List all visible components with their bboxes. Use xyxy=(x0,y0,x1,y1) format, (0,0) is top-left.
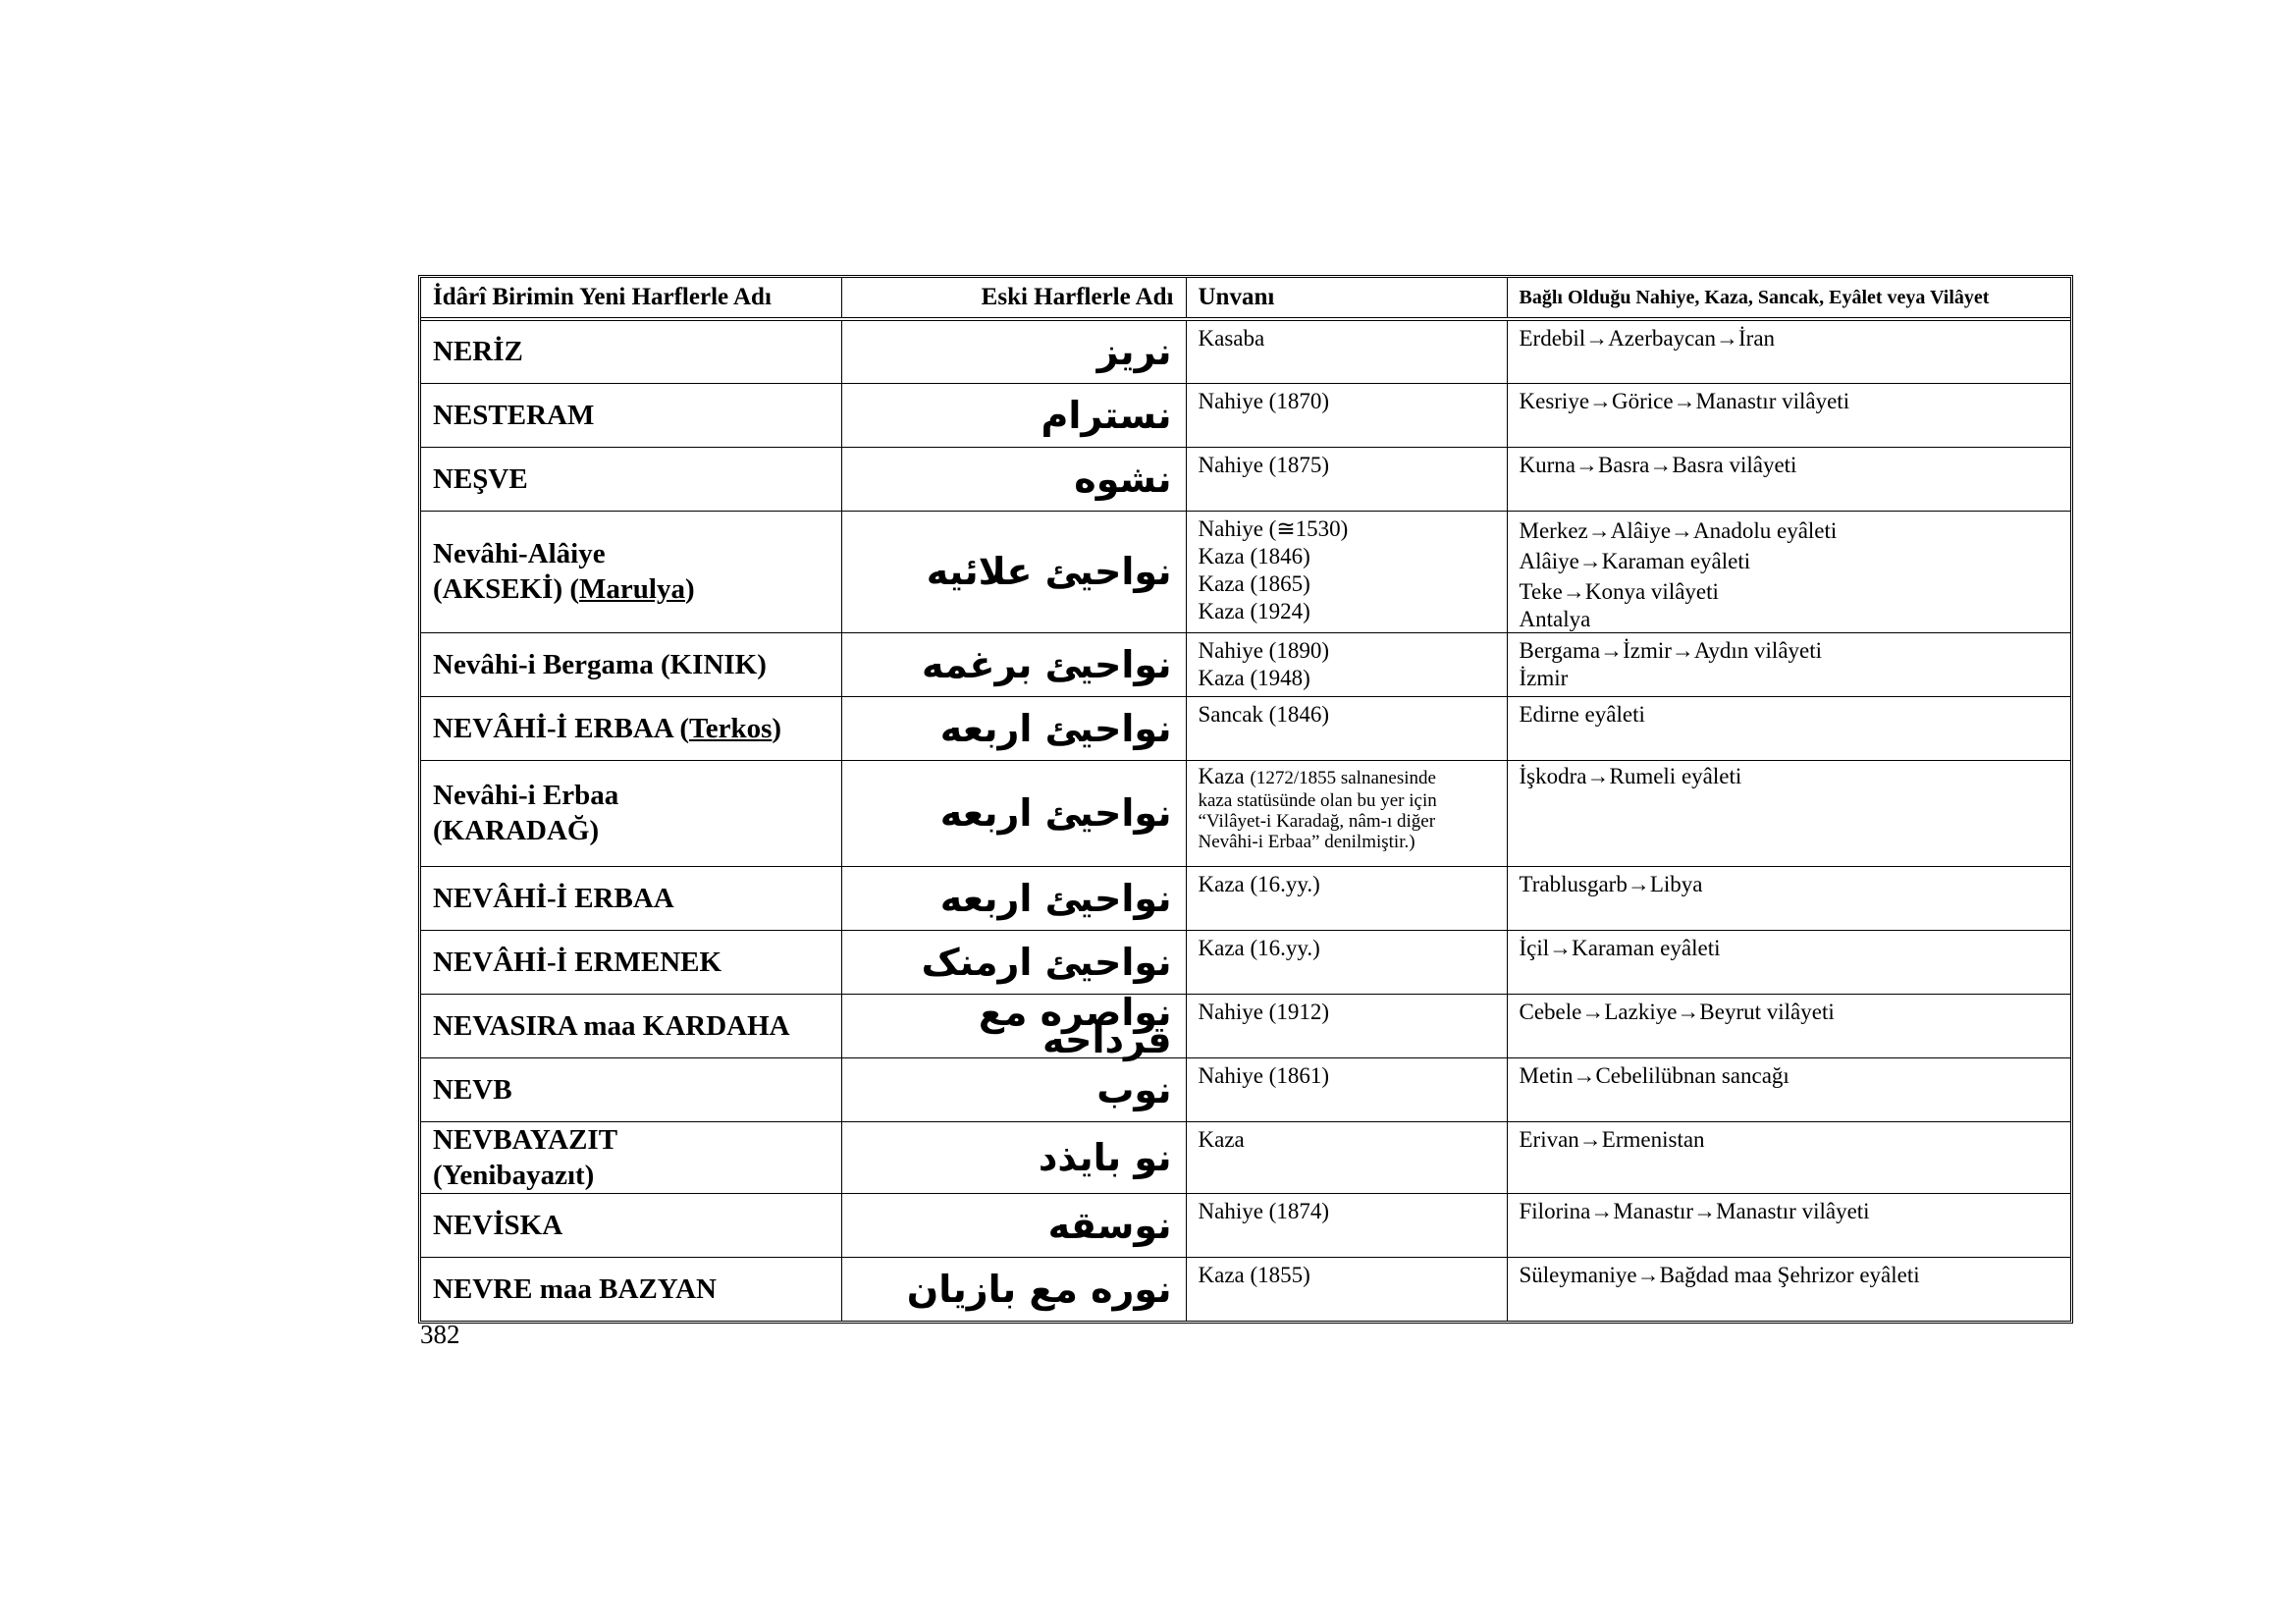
unit-name xyxy=(421,696,841,760)
unit-name-text: NEVÂHİ-İ ERMENEK xyxy=(433,946,722,978)
unit-name-text: NEVİSKA xyxy=(433,1209,563,1241)
unit-title-line: Nahiye (1861) xyxy=(1198,1062,1329,1088)
table-row xyxy=(421,1193,2070,1257)
table-row xyxy=(421,1057,2070,1121)
administrative-units-table xyxy=(421,278,2070,1321)
unit-name-part: (AKSEKİ) ( xyxy=(433,573,580,605)
unit-name xyxy=(421,1257,841,1321)
unit-name-part: NEVÂHİ-İ ERBAA ( xyxy=(433,712,690,744)
unit-title-note: Nevâhi-i Erbaa” denilmiştir.) xyxy=(1198,831,1415,852)
unit-name-text: NEVB xyxy=(433,1073,512,1106)
header-new-name: İdârî Birimin Yeni Harflerle Adı xyxy=(421,278,841,319)
unit-title-line: Nahiye (1875) xyxy=(1198,452,1329,477)
table-row xyxy=(421,1121,2070,1193)
unit-name-part: ) xyxy=(772,712,782,744)
unit-name xyxy=(421,760,841,866)
unit-parent-line: İşkodra→Rumeli eyâleti xyxy=(1519,763,1742,788)
unit-title-line: Kaza (1924) xyxy=(1198,598,1310,623)
unit-parent-line: Erdebil→Azerbaycan→İran xyxy=(1519,326,1776,351)
unit-title xyxy=(1186,1193,1507,1257)
unit-parent-line: Alâiye→Karaman eyâleti xyxy=(1519,548,1751,573)
unit-parent-line: Süleymaniye→Bağdad maa Şehrizor eyâleti xyxy=(1519,1262,1920,1287)
unit-arabic-name: نو بايذد xyxy=(841,1121,1186,1193)
unit-parent-line: Edirne eyâleti xyxy=(1519,701,1645,727)
unit-title-note: (1272/1855 salnanesinde xyxy=(1250,767,1436,788)
unit-title xyxy=(1186,447,1507,511)
unit-parent-line: Trablusgarb→Libya xyxy=(1519,871,1703,896)
unit-name-text-line2 xyxy=(433,571,829,607)
unit-arabic-name: نواحيئ اربعه xyxy=(841,866,1186,930)
unit-arabic-name: نواصره مع قرداحه xyxy=(841,994,1186,1057)
unit-name xyxy=(421,1193,841,1257)
unit-parent xyxy=(1507,447,2070,511)
unit-title-line: Nahiye (1870) xyxy=(1198,388,1329,413)
unit-title-line: Kaza (1865) xyxy=(1198,570,1310,596)
unit-arabic-name: نوره مع بازيان xyxy=(841,1257,1186,1321)
unit-parent xyxy=(1507,696,2070,760)
unit-title-line: Kaza (1846) xyxy=(1198,543,1310,568)
unit-name-text: (Yenibayazıt) xyxy=(433,1159,595,1191)
table-row xyxy=(421,760,2070,866)
unit-title-line: Nahiye (1912) xyxy=(1198,999,1329,1024)
table-row xyxy=(421,319,2070,383)
unit-title-line: Kaza (1948) xyxy=(1198,665,1310,690)
table-row xyxy=(421,930,2070,994)
unit-name xyxy=(421,930,841,994)
header-parent-unit: Bağlı Olduğu Nahiye, Kaza, Sancak, Eyâlet veya Vilâyet xyxy=(1519,286,1990,308)
unit-name xyxy=(421,1057,841,1121)
unit-name-text: NERİZ xyxy=(433,336,523,368)
unit-parent-line: Bergama→İzmir→Aydın vilâyeti xyxy=(1519,637,1823,663)
unit-alt-name-underlined: Marulya xyxy=(579,573,685,605)
unit-parent-line: Kesriye→Görice→Manastır vilâyeti xyxy=(1519,388,1850,413)
unit-name-part: ) xyxy=(684,573,695,605)
unit-title-line: Nahiye (≅1530) xyxy=(1198,515,1349,541)
unit-title xyxy=(1186,1257,1507,1321)
unit-name-text: Nevâhi-Alâiye xyxy=(433,538,606,569)
unit-parent xyxy=(1507,1257,2070,1321)
unit-name-text: NEŞVE xyxy=(433,462,528,495)
unit-title-line xyxy=(1199,765,1495,790)
unit-title xyxy=(1186,696,1507,760)
unit-name-text: NEVASIRA maa KARDAHA xyxy=(433,1009,790,1042)
unit-parent xyxy=(1507,1193,2070,1257)
unit-name-text: NEVÂHİ-İ ERBAA xyxy=(433,882,674,914)
unit-parent xyxy=(1507,760,2070,866)
table-row xyxy=(421,994,2070,1057)
unit-title xyxy=(1186,1121,1507,1193)
unit-title xyxy=(1186,930,1507,994)
unit-name xyxy=(421,994,841,1057)
unit-title-note: “Vilâyet-i Karadağ, nâm-ı diğer xyxy=(1198,810,1436,832)
unit-arabic-name: نشوه xyxy=(841,447,1186,511)
table-row xyxy=(421,447,2070,511)
unit-title-line: Sancak (1846) xyxy=(1198,701,1329,727)
page-number: 382 xyxy=(420,1320,460,1349)
unit-parent xyxy=(1507,866,2070,930)
unit-parent-line: Merkez→Alâiye→Anadolu eyâleti xyxy=(1519,517,1838,543)
unit-name xyxy=(421,383,841,447)
unit-title-line: Nahiye (1890) xyxy=(1198,637,1329,663)
unit-parent-line: Antalya xyxy=(1519,606,1591,631)
unit-parent xyxy=(1507,930,2070,994)
unit-name xyxy=(421,511,841,632)
unit-title-line: Kaza (16.yy.) xyxy=(1198,871,1320,896)
unit-title-line: Kasaba xyxy=(1198,326,1265,351)
unit-title xyxy=(1186,760,1507,866)
unit-title-line: Kaza (16.yy.) xyxy=(1198,935,1320,960)
unit-name xyxy=(421,866,841,930)
unit-parent xyxy=(1507,994,2070,1057)
unit-title-text: Kaza xyxy=(1198,763,1245,788)
unit-parent-line: Filorina→Manastır→Manastır vilâyeti xyxy=(1519,1198,1870,1223)
unit-parent xyxy=(1507,383,2070,447)
unit-parent-line: Erivan→Ermenistan xyxy=(1519,1126,1705,1152)
table-row xyxy=(421,866,2070,930)
table-header-row xyxy=(421,278,2070,319)
unit-title xyxy=(1186,383,1507,447)
unit-parent-line: İzmir xyxy=(1519,665,1569,690)
unit-parent-line: İçil→Karaman eyâleti xyxy=(1519,935,1721,960)
unit-arabic-name: نوسقه xyxy=(841,1193,1186,1257)
table-row xyxy=(421,696,2070,760)
unit-title-line: Kaza (1855) xyxy=(1198,1262,1310,1287)
unit-alt-name-underlined: Terkos xyxy=(689,712,773,744)
unit-title xyxy=(1186,632,1507,696)
unit-name-text: NEVRE maa BAZYAN xyxy=(433,1272,717,1305)
table-row xyxy=(421,511,2070,632)
unit-arabic-name: نوب xyxy=(841,1057,1186,1121)
unit-title xyxy=(1186,994,1507,1057)
unit-parent-line: Teke→Konya vilâyeti xyxy=(1519,578,1719,604)
unit-arabic-name: نريز xyxy=(841,319,1186,383)
unit-parent-line: Kurna→Basra→Basra vilâyeti xyxy=(1519,452,1797,477)
unit-parent xyxy=(1507,1057,2070,1121)
administrative-units-table-frame xyxy=(418,275,2073,1324)
unit-title xyxy=(1186,866,1507,930)
unit-parent xyxy=(1507,511,2070,632)
unit-title xyxy=(1186,511,1507,632)
table-row xyxy=(421,383,2070,447)
unit-name-text: NEVBAYAZIT xyxy=(433,1123,618,1156)
unit-arabic-name: نواحيئ برغمه xyxy=(841,632,1186,696)
table-row xyxy=(421,632,2070,696)
unit-title-line: Kaza xyxy=(1198,1126,1245,1152)
unit-name xyxy=(421,1121,841,1193)
unit-name xyxy=(421,447,841,511)
table-row xyxy=(421,1257,2070,1321)
unit-name-text: NESTERAM xyxy=(433,399,595,431)
unit-parent xyxy=(1507,319,2070,383)
unit-title-line: Nahiye (1874) xyxy=(1198,1198,1329,1223)
unit-name xyxy=(421,319,841,383)
unit-arabic-name: نواحيئ اربعه xyxy=(841,696,1186,760)
header-title: Unvanı xyxy=(1186,278,1507,319)
unit-name-text: (KARADAĞ) xyxy=(433,815,600,846)
header-old-name: Eski Harflerle Adı xyxy=(841,278,1186,319)
unit-parent-line: Cebele→Lazkiye→Beyrut vilâyeti xyxy=(1519,999,1835,1024)
unit-name-text: Nevâhi-i Bergama (KINIK) xyxy=(433,648,767,680)
unit-title xyxy=(1186,1057,1507,1121)
unit-title-note: kaza statüsünde olan bu yer için xyxy=(1198,789,1437,811)
unit-parent-line: Metin→Cebelilübnan sancağı xyxy=(1519,1062,1789,1088)
unit-arabic-name: نواحيئ اربعه xyxy=(841,760,1186,866)
unit-arabic-name: نواحيئ علائيه xyxy=(841,511,1186,632)
unit-arabic-name: نسترام xyxy=(841,383,1186,447)
unit-name-text: Nevâhi-i Erbaa xyxy=(433,780,619,811)
unit-parent xyxy=(1507,1121,2070,1193)
unit-title xyxy=(1186,319,1507,383)
unit-name xyxy=(421,632,841,696)
unit-arabic-name: نواحيئ ارمنک xyxy=(841,930,1186,994)
unit-parent xyxy=(1507,632,2070,696)
